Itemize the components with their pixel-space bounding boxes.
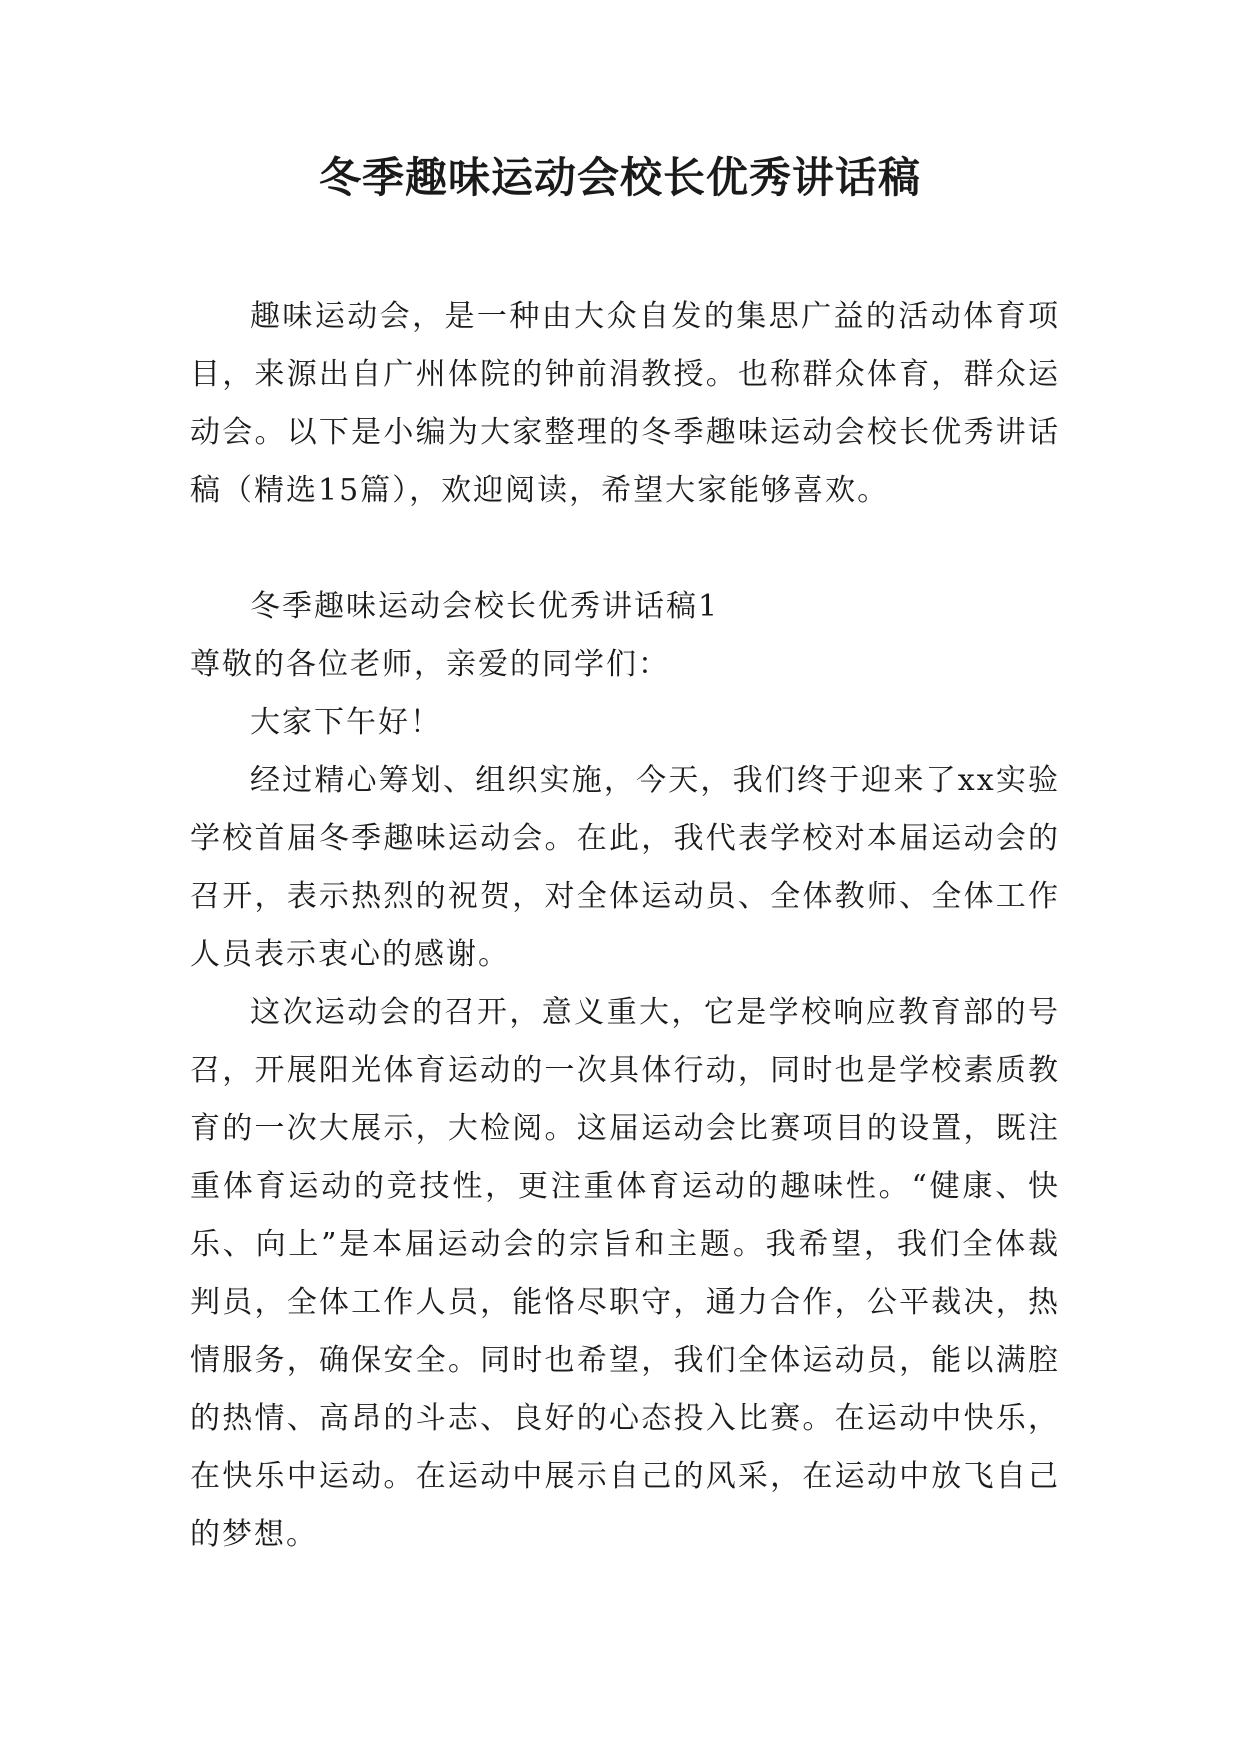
document-title: 冬季趣味运动会校长优秀讲话稿 — [318, 153, 921, 202]
intro-paragraph: 趣味运动会，是一种由大众自发的集思广益的活动体育项目，来源出自广州体院的钟前涓教授。也称群众体育，群众运动会。以下是小编为大家整理的冬季趣味运动会校长优秀讲话稿（精选15篇），欢迎阅读，希望大家能够喜欢。 — [190, 299, 1060, 508]
greeting: 大家下午好！ — [250, 705, 442, 740]
section-heading: 冬季趣味运动会校长优秀讲话稿1 — [250, 589, 720, 624]
speech-section — [190, 578, 1060, 1564]
body-paragraph: 这次运动会的召开，意义重大，它是学校响应教育部的号召，开展阳光体育运动的一次具体行动，同时也是学校素质教育的一次大展示，大检阅。这届运动会比赛项目的设置，既注重体育运动的竞技性，更注重体育运动的趣味性。“健康、快乐、向上”是本届运动会的宗旨和主题。我希望，我们全体裁判员，全体工作人员，能恪尽职守，通力合作，公平裁决，热情服务，确保安全。同时也希望，我们全体运动员，能以满腔的热情、高昂的斗志、良好的心态投入比赛。在运动中快乐，在快乐中运动。在运动中展示自己的风采，在运动中放飞自己的梦想。 — [190, 995, 1060, 1552]
intro-section — [190, 288, 1060, 520]
salutation: 尊敬的各位老师，亲爱的同学们： — [190, 647, 670, 682]
body-paragraph: 经过精心筹划、组织实施，今天，我们终于迎来了xx实验学校首届冬季趣味运动会。在此，我代表学校对本届运动会的召开，表示热烈的祝贺，对全体运动员、全体教师、全体工作人员表示衷心的感谢。 — [190, 763, 1060, 972]
